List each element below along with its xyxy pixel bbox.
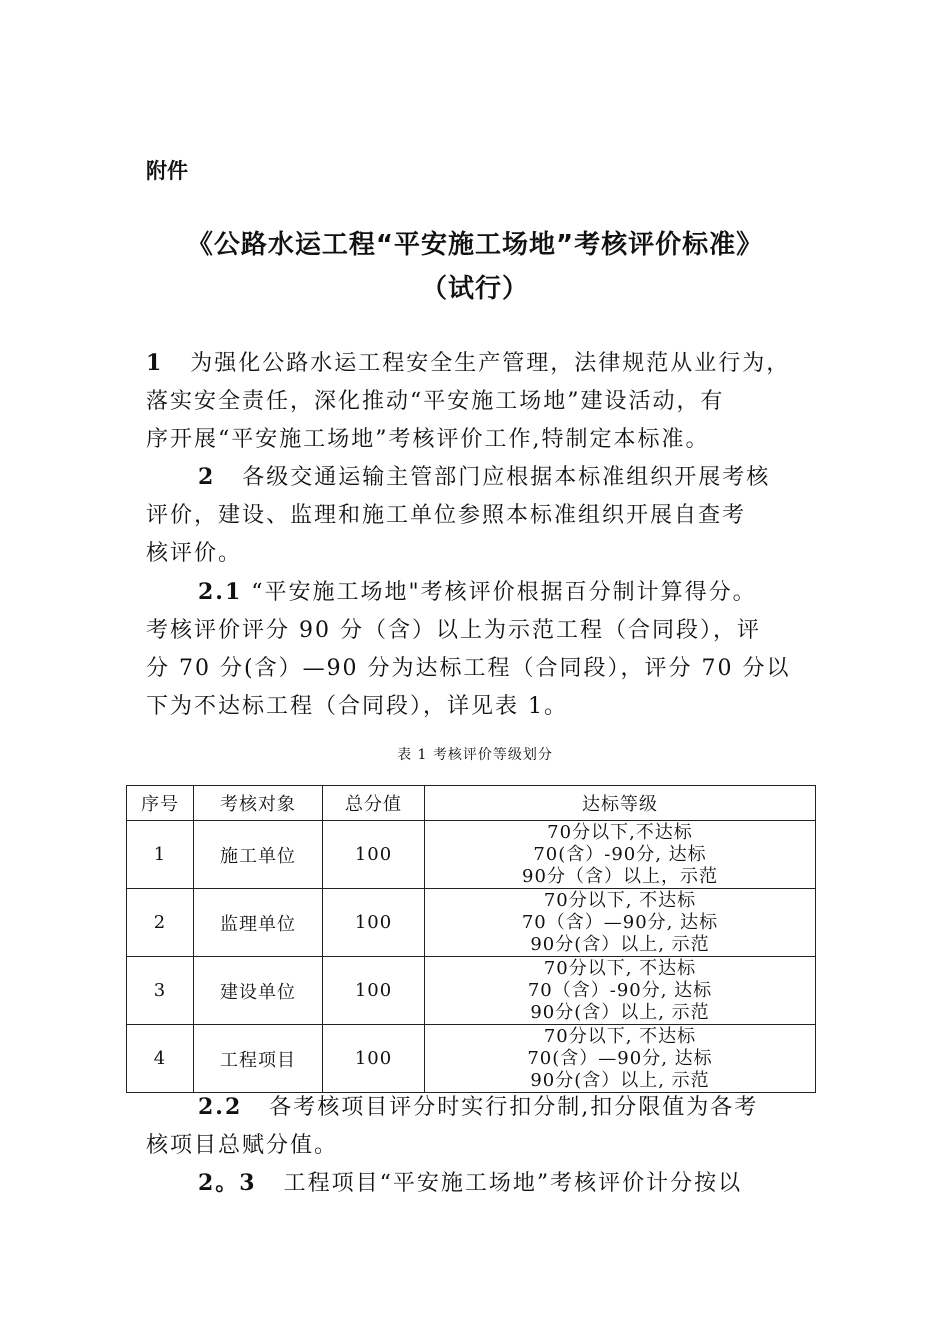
table-caption: 表 1 考核评价等级划分 — [397, 747, 553, 763]
table-row — [127, 1025, 816, 1093]
paragraph-2-line-1 — [146, 458, 806, 497]
cell-no: 4 — [127, 1025, 194, 1093]
header-object: 考核对象 — [194, 786, 323, 821]
cell-object: 建设单位 — [194, 957, 323, 1025]
paragraph-1-text-1: 为强化公路水运工程安全生产管理，法律规范从业行为， — [190, 351, 791, 376]
table-header-row — [127, 786, 816, 821]
cell-object: 监理单位 — [194, 889, 323, 957]
paragraph-1-line-2: 落实安全责任，深化推动“平安施工场地”建设活动，有 — [146, 389, 725, 414]
paragraph-2-2-text-1: 各考核项目评分时实行扣分制,扣分限值为各考 — [269, 1095, 759, 1120]
cell-no: 1 — [127, 821, 194, 889]
paragraph-2-2-number: 2.2 — [198, 1094, 243, 1120]
level-line: 90分(含）以上, 示范 — [530, 1001, 710, 1023]
paragraph-2-1 — [146, 573, 806, 726]
level-line: 70（含）-90分, 达标 — [527, 979, 713, 1001]
grade-table — [126, 785, 816, 1093]
level-line: 70分以下, 不达标 — [543, 1025, 697, 1047]
document-title: 《公路水运工程“平安施工场地”考核评价标准》 — [186, 230, 764, 260]
paragraph-2-3-line-1 — [146, 1164, 806, 1203]
cell-object: 施工单位 — [194, 821, 323, 889]
paragraph-2-2-line-2: 核项目总赋分值。 — [146, 1133, 339, 1158]
attachment-label: 附件 — [146, 159, 188, 183]
paragraph-1-line-3: 序开展“平安施工场地”考核评价工作,特制定本标准。 — [146, 427, 710, 452]
cell-no: 3 — [127, 957, 194, 1025]
paragraph-2-1-line-4: 下为不达标工程（合同段），详见表 1。 — [146, 694, 568, 719]
level-line: 70(含）—90分, 达标 — [527, 1047, 713, 1069]
level-line: 90分（含）以上，示范 — [522, 865, 718, 887]
cell-score: 100 — [323, 1025, 425, 1093]
cell-level — [425, 821, 816, 889]
cell-no: 2 — [127, 889, 194, 957]
cell-score: 100 — [323, 821, 425, 889]
paragraph-2-3 — [146, 1164, 806, 1203]
cell-level — [425, 889, 816, 957]
paragraph-2-1-line-1 — [146, 573, 806, 612]
level-line: 90分(含）以上, 示范 — [530, 933, 710, 955]
header-score: 总分值 — [323, 786, 425, 821]
paragraph-2-1-number: 2.1 — [198, 579, 243, 605]
cell-object: 工程项目 — [194, 1025, 323, 1093]
paragraph-2-3-text-1: 工程项目“平安施工场地”考核评价计分按以 — [283, 1171, 743, 1196]
paragraph-2-1-text-1: “平安施工场地"考核评价根据百分制计算得分。 — [251, 580, 757, 605]
cell-level — [425, 1025, 816, 1093]
paragraph-2-2-line-1 — [146, 1088, 806, 1127]
header-level: 达标等级 — [425, 786, 816, 821]
level-line: 90分(含）以上, 示范 — [530, 1069, 710, 1091]
level-line: 70分以下, 不达标 — [543, 957, 697, 979]
paragraph-2-2 — [146, 1088, 806, 1165]
paragraph-2-line-2: 评价，建设、监理和施工单位参照本标准组织开展自查考 — [146, 503, 747, 528]
paragraph-1-number: 1 — [146, 350, 164, 376]
level-line: 70分以下, 不达标 — [543, 889, 697, 911]
table-row — [127, 957, 816, 1025]
paragraph-1-line-1 — [146, 344, 806, 383]
level-line: 70(含）-90分, 达标 — [533, 843, 707, 865]
document-subtitle: （试行） — [420, 274, 529, 304]
paragraph-2 — [146, 458, 806, 573]
paragraph-2-number: 2 — [198, 464, 216, 490]
cell-score: 100 — [323, 957, 425, 1025]
level-line: 70分以下,不达标 — [547, 821, 693, 843]
table-row — [127, 821, 816, 889]
paragraph-2-text-1: 各级交通运输主管部门应根据本标准组织开展考核 — [242, 465, 771, 490]
paragraph-1 — [146, 344, 806, 459]
level-line: 70（含）—90分, 达标 — [521, 911, 719, 933]
paragraph-2-3-number: 2。3 — [198, 1170, 257, 1196]
table-row — [127, 889, 816, 957]
cell-score: 100 — [323, 889, 425, 957]
paragraph-2-1-line-3: 分 70 分(含）—90 分为达标工程（合同段），评分 70 分以 — [146, 656, 791, 681]
header-no: 序号 — [127, 786, 194, 821]
paragraph-2-line-3: 核评价。 — [146, 541, 243, 566]
cell-level — [425, 957, 816, 1025]
paragraph-2-1-line-2: 考核评价评分 90 分（含）以上为示范工程（合同段），评 — [146, 618, 761, 643]
